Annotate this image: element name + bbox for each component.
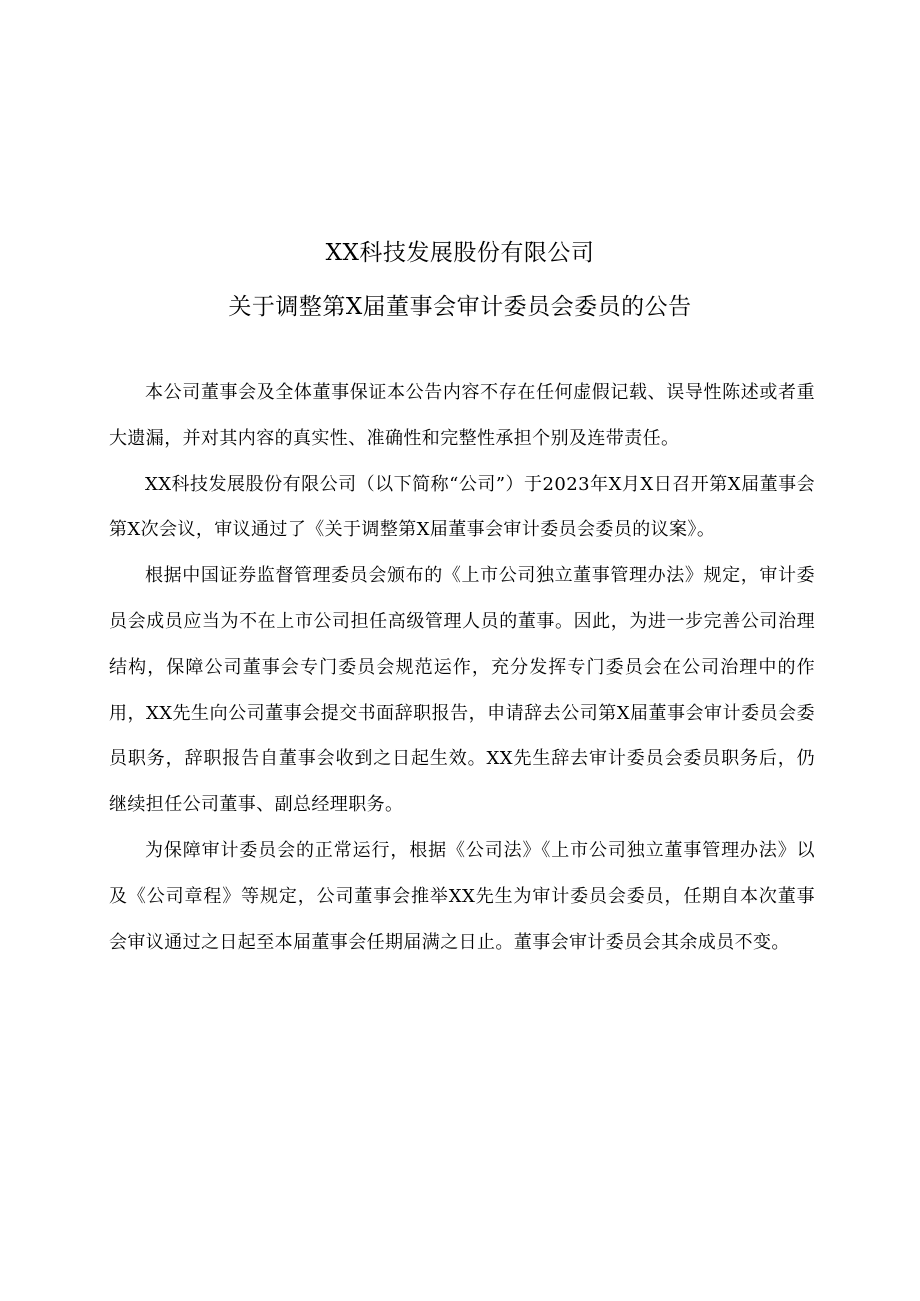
company-title: XX科技发展股份有限公司 — [325, 240, 595, 266]
announcement-title: 关于调整第X届董事会审计委员会委员的公告 — [228, 294, 692, 320]
paragraph-appointment: 为保障审计委员会的正常运行，根据《公司法》《上市公司独立董事管理办法》以及《公司章程》等规定，公司董事会推举XX先生为审计委员会委员，任期自本次董事会审议通过之日起至本届董事会任期届满之日止。董事会审计委员会其余成员不变。 — [109, 839, 815, 953]
paragraph-meeting: XX科技发展股份有限公司（以下简称“公司”）于2023年X月X日召开第X届董事会第X次会议，审议通过了《关于调整第X届董事会审计委员会委员的议案》。 — [109, 473, 815, 541]
paragraph-resignation: 根据中国证券监督管理委员会颁布的《上市公司独立董事管理办法》规定，审计委员会成员应当为不在上市公司担任高级管理人员的董事。因此，为进一步完善公司治理结构，保障公司董事会专门委员会规范运作，充分发挥专门委员会在公司治理中的作用，XX先生向公司董事会提交书面辞职报告，申请辞去公司第X届董事会审计委员会委员职务，辞职报告自董事会收到之日起生效。XX先生辞去审计委员会委员职务后，仍继续担任公司董事、副总经理职务。 — [109, 565, 815, 816]
title-block — [0, 226, 920, 334]
paragraph-disclaimer: 本公司董事会及全体董事保证本公告内容不存在任何虚假记载、误导性陈述或者重大遗漏，并对其内容的真实性、准确性和完整性承担个别及连带责任。 — [109, 382, 815, 449]
announcement-body — [109, 370, 815, 965]
